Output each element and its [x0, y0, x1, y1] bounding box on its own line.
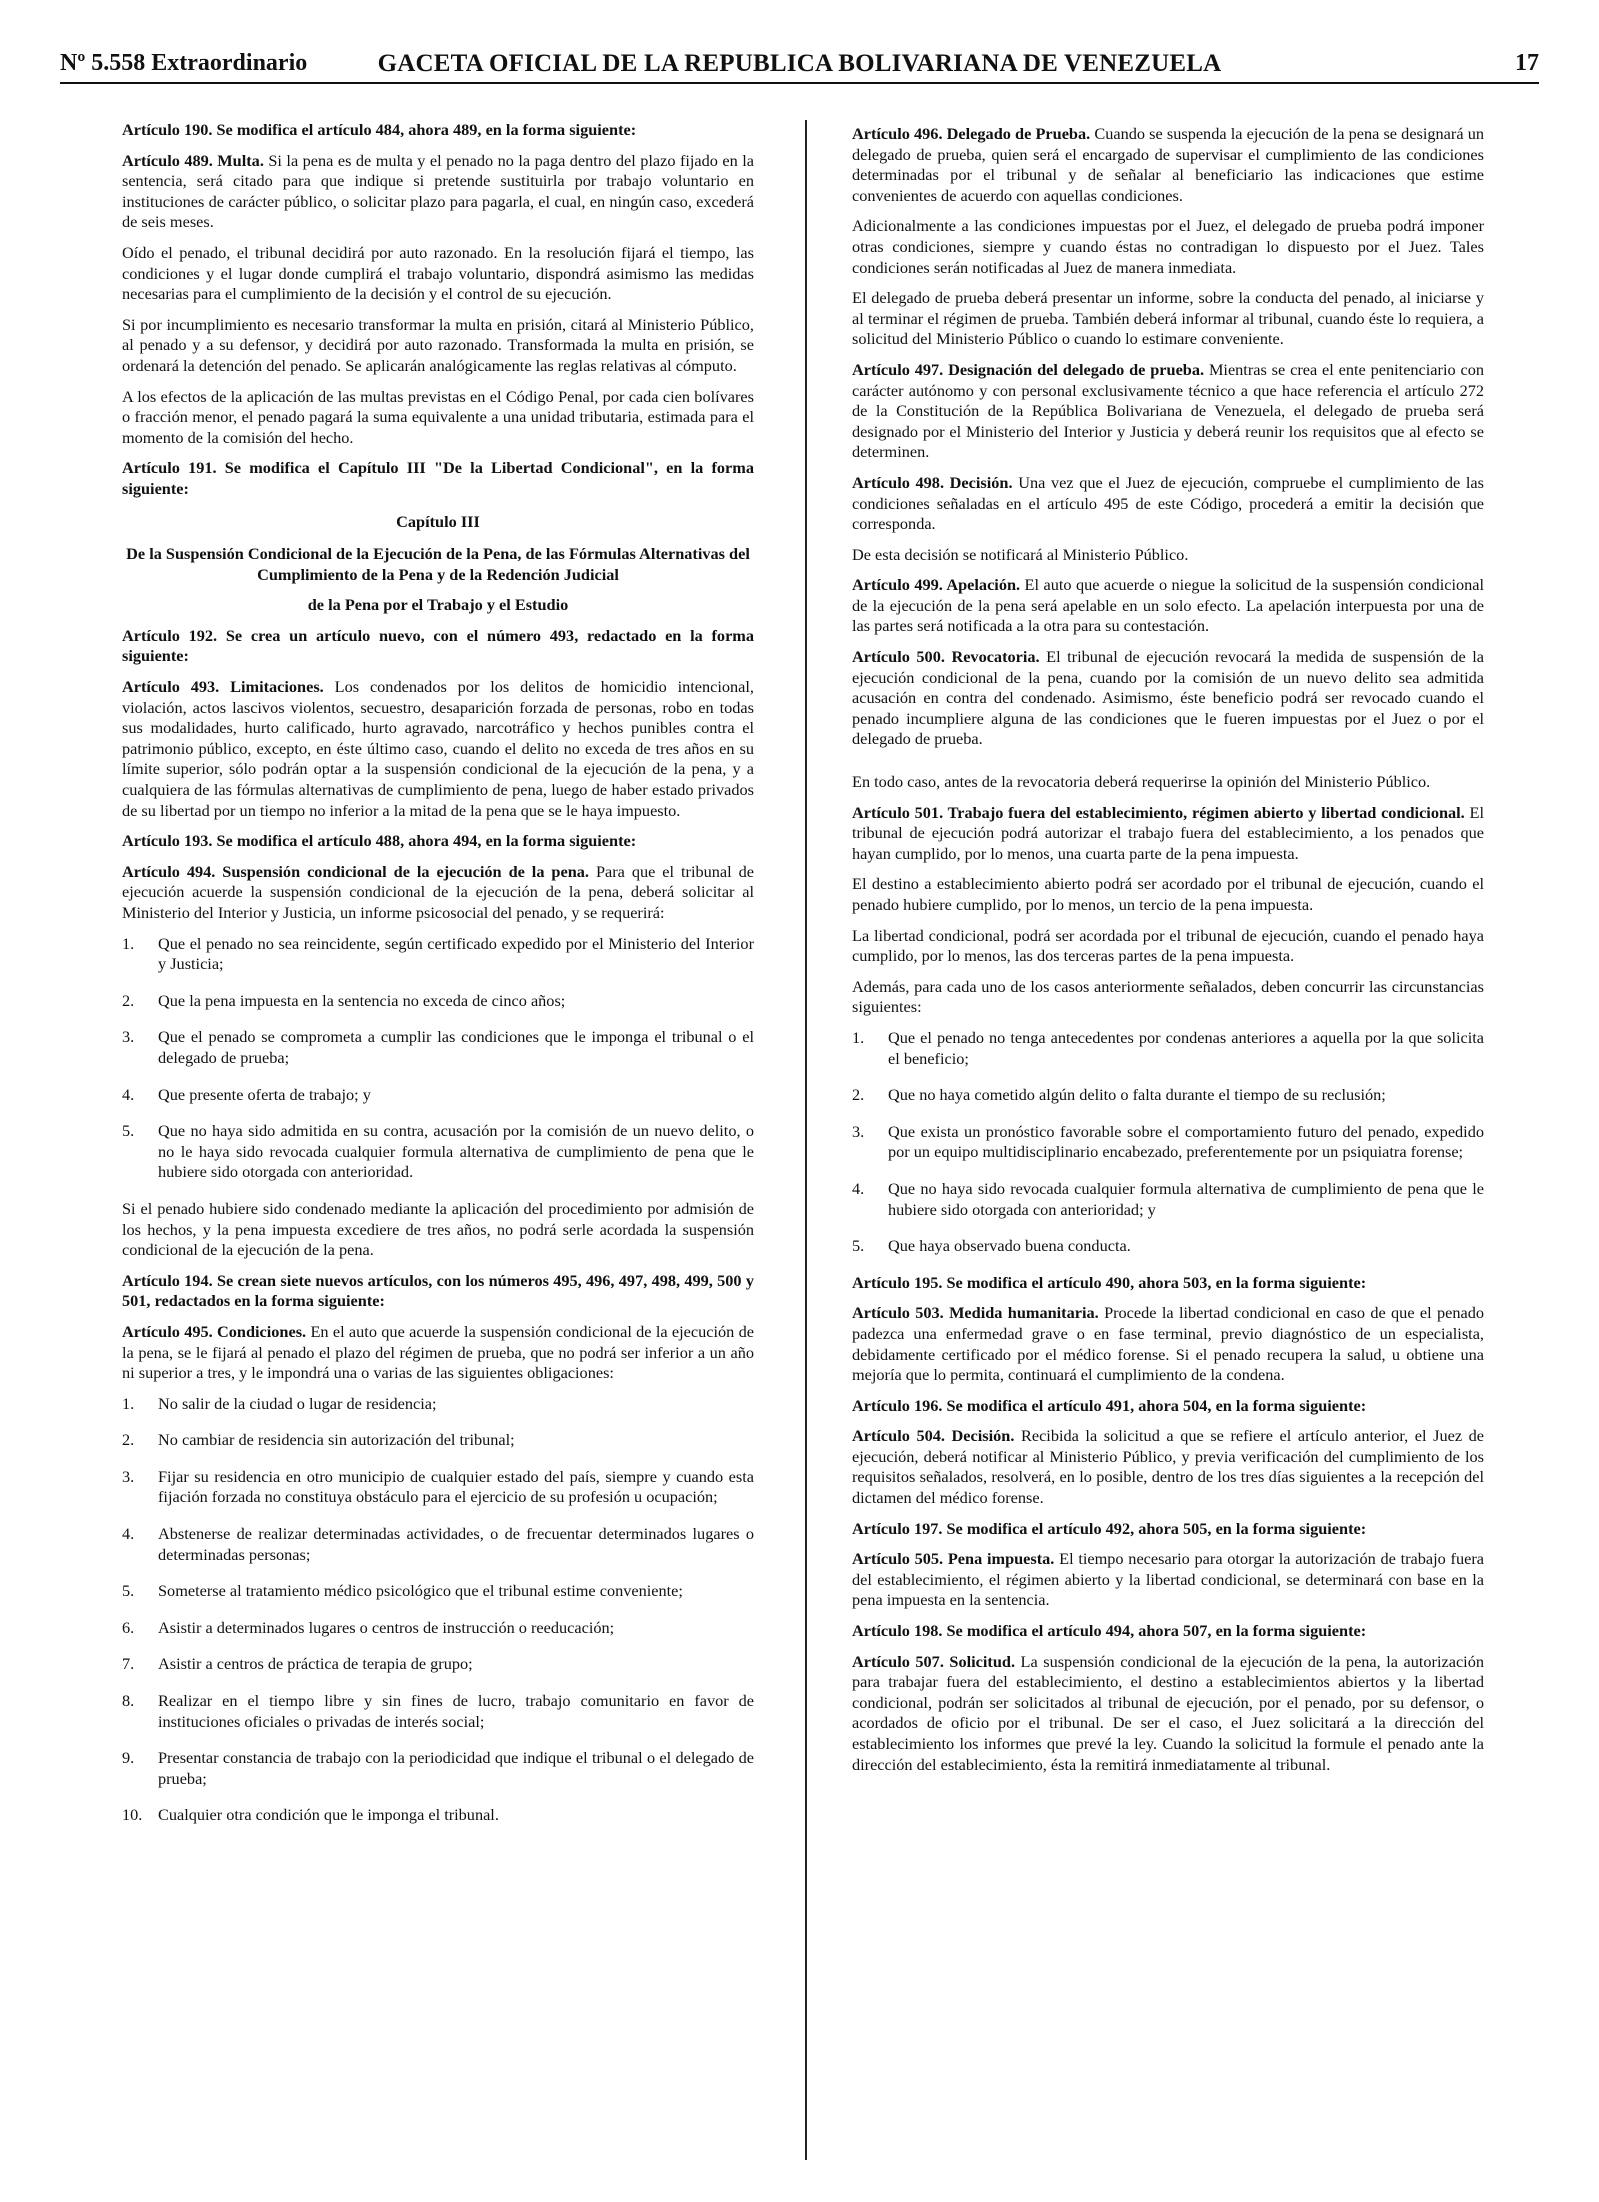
art-489-p2: Oído el penado, el tribunal decidirá por auto razonado. En la resolución fijará el tiempo, las condiciones y el lugar donde cumplirá el trabajo voluntario, dispondrá asimismo las medidas necesarias para el cumplimiento de la decisión y el control de su ejecución. — [122, 242, 754, 304]
list-item: 9. Presentar constancia de trabajo con la periodicidad que indique el tribunal o el delegado de prueba; — [122, 1748, 754, 1788]
art-498: Artículo 498. Decisión. Una vez que el Juez de ejecución, compruebe el cumplimiento de las condiciones señaladas en el artículo 495 de este Código, procederá a emitir la decisión que corresponda. — [852, 472, 1484, 534]
right-column — [852, 124, 1484, 1785]
amend-197: Artículo 197. Se modifica el artículo 492, ahora 505, en la forma siguiente: — [852, 1518, 1367, 1538]
list-item: 10. Cualquier otra condición que le imponga el tribunal. — [122, 1805, 499, 1825]
art-501-p4: Además, para cada uno de los casos anteriormente señalados, deben concurrir las circunstancias siguientes: — [852, 976, 1484, 1017]
amend-195: Artículo 195. Se modifica el artículo 490, ahora 503, en la forma siguiente: — [852, 1272, 1367, 1292]
list-item: 1. Que el penado no tenga antecedentes por condenas anteriores a aquella por la que solicita el beneficio; — [852, 1027, 1484, 1068]
amend-196: Artículo 196. Se modifica el artículo 491, ahora 504, en la forma siguiente: — [852, 1395, 1367, 1415]
list-item: 6. Asistir a determinados lugares o centros de instrucción o reeducación; — [122, 1617, 615, 1637]
list-item: 3. Que el penado se comprometa a cumplir las condiciones que le imponga el tribunal o el delegado de prueba; — [122, 1027, 754, 1067]
art-489-p4: A los efectos de la aplicación de las multas previstas en el Código Penal, por cada cien bolívares o fracción menor, el penado pagará la suma equivalente a una unidad tributaria, estimada para el momento de la comisión del hecho. — [122, 386, 754, 447]
list-item: 4. Abstenerse de realizar determinadas actividades, o de frecuentar determinados lugares o determinadas personas; — [122, 1524, 754, 1564]
art-495: Artículo 495. Condiciones. En el auto que acuerde la suspensión condicional de la ejecución de la pena, se le fijará al penado el plazo del régimen de prueba, que no podrá ser inferior a un año ni superior a tres, y le impondrá una o varias de las siguientes obligaciones: — [122, 1321, 754, 1383]
header-rule — [60, 82, 1539, 84]
amend-194: Artículo 194. Se crean siete nuevos artículos, con los números 495, 496, 497, 498, 499, 500 y 501, redactados en la forma siguiente: — [122, 1270, 754, 1311]
art-501-p3: La libertad condicional, podrá ser acordada por el tribunal de ejecución, cuando el penado haya cumplido, por lo menos, las dos terceras partes de la pena impuesta. — [852, 925, 1484, 966]
art-496: Artículo 496. Delegado de Prueba. Cuando se suspenda la ejecución de la pena se designará un delegado de prueba, quien será el encargado de supervisar el cumplimiento de las condiciones determinadas por el tribunal y de señalar al beneficiario las indicaciones que estime convenientes de acuerdo con aquellas condiciones. — [852, 124, 1484, 205]
edition-number: Nº 5.558 Extraordinario — [60, 50, 308, 76]
list-item: 4. Que no haya sido revocada cualquier formula alternativa de cumplimiento de pena que le hubiere sido otorgada con anterioridad; y — [852, 1178, 1484, 1219]
art-494: Artículo 494. Suspensión condicional de la ejecución de la pena. Para que el tribunal de ejecución acuerde la suspensión condicional de la ejecución de la pena, deberá solicitar al Ministerio del Interior y Justicia, un informe psicosocial del penado, y se requerirá: — [122, 861, 754, 922]
list-item: 2. Que no haya cometido algún delito o falta durante el tiempo de su reclusión; — [852, 1085, 1386, 1105]
list-item: 5. Someterse al tratamiento médico psicológico que el tribunal estime conveniente; — [122, 1581, 683, 1601]
list-item: 3. Fijar su residencia en otro municipio de cualquier estado del país, siempre y cuando esta fijación forzada no constituya obstáculo para el ejercicio de su profesión u ocupación; — [122, 1466, 754, 1507]
art-505: Artículo 505. Pena impuesta. El tiempo necesario para otorgar la autorización de trabajo fuera del establecimiento, el régimen abierto y la libertad condicional, se determinará con base en la pena impuesta en la sentencia. — [852, 1549, 1484, 1610]
art-499: Artículo 499. Apelación. El auto que acuerde o niegue la solicitud de la suspensión condicional de la ejecución de la pena será apelable en un solo efecto. La apelación interpuesta por una de las partes será notificada a la otra para su contestación. — [852, 575, 1484, 636]
amend-190: Artículo 190. Se modifica el artículo 484, ahora 489, en la forma siguiente: — [122, 120, 637, 139]
list-item: 5. Que no haya sido admitida en su contra, acusación por la comisión de un nuevo delito, o no le haya sido revocada cualquier formula alternativa de cumplimiento de pena que le hubiere sido otorgada con anterioridad. — [122, 1121, 754, 1182]
left-column — [122, 120, 754, 1842]
art-493: Artículo 493. Limitaciones. Los condenados por los delitos de homicidio intencional, violación, actos lascivos violentos, secuestro, desaparición forzada de personas, robo en todas sus modalidades, hurto calificado, hurto agravado, narcotráfico y hechos punibles contra el patrimonio público, excepto, en éste último caso, cuando el delito no exceda de tres años en su límite superior, sólo podrán optar a la suspensión condicional de la ejecución de la pena, y a cualquiera de las fórmulas alternativas de cumplimiento de pena, luego de haber estado privados de su libertad por un tiempo no inferior a la mitad de la pena que se le haya impuesto. — [122, 677, 755, 820]
list-item: 1. No salir de la ciudad o lugar de residencia; — [122, 1393, 437, 1413]
art-494-closing: Si el penado hubiere sido condenado mediante la aplicación del procedimiento por admisión de los hechos, y la pena impuesta excediere de tres años, no podrá serle acordada la suspensión condicional de la ejecución de la pena. — [122, 1198, 754, 1260]
art-501: Artículo 501. Trabajo fuera del establecimiento, régimen abierto y libertad condicional. El tribunal de ejecución podrá autorizar el trabajo fuera del establecimiento, a los penados que hayan cumplido, por lo menos, una cuarta parte de la pena impuesta. — [852, 802, 1485, 863]
art-495-list — [122, 1394, 754, 1826]
art-498-p2: De esta decisión se notificará al Ministerio Público. — [852, 544, 1189, 564]
amend-191: Artículo 191. Se modifica el Capítulo III "De la Libertad Condicional", en la forma siguiente: — [122, 458, 754, 498]
art-489-p3: Si por incumplimiento es necesario transformar la multa en prisión, citará al Ministerio Público, al penado y a su defensor, y decidirá por auto razonado. Transformada la multa en prisión, se ordenará la detención del penado. Se aplicarán analógicamente las reglas relativas al cómputo. — [122, 314, 754, 375]
list-item: 1. Que el penado no sea reincidente, según certificado expedido por el Ministerio del Interior y Justicia; — [122, 933, 754, 974]
gazette-title: GACETA OFICIAL DE LA REPUBLICA BOLIVARIANA DE VENEZUELA — [377, 50, 1222, 77]
page-number: 17 — [1515, 50, 1539, 76]
art-496-p2: Adicionalmente a las condiciones impuestas por el Juez, el delegado de prueba podrá imponer otras condiciones, siempre y cuando éstas no contradigan lo dispuesto por el Juez. Tales condiciones serán notificadas al Juez de manera inmediata. — [852, 216, 1484, 277]
list-item: 7. Asistir a centros de práctica de terapia de grupo; — [122, 1654, 473, 1674]
art-489: Artículo 489. Multa. Si la pena es de multa y el penado no la paga dentro del plazo fijado en la sentencia, será citado para que indique si pretende sustituirla por trabajo voluntario en instituciones de carácter público, o solicitar plazo para pagarla, el cual, en ningún caso, excederá de seis meses. — [122, 150, 754, 232]
list-item: 5. Que haya observado buena conducta. — [852, 1236, 1131, 1256]
art-501-p2: El destino a establecimiento abierto podrá ser acordado por el tribunal de ejecución, cuando el penado hubiere cumplido, por lo menos, un tercio de la pena impuesta. — [852, 874, 1484, 914]
art-494-list — [122, 934, 754, 1183]
page-header — [60, 50, 1539, 90]
art-504: Artículo 504. Decisión. Recibida la solicitud a que se refiere el artículo anterior, el Juez de ejecución, deberá notificar al Ministerio Público, y previa verificación del cumplimiento de los requisitos señalados, resolverá, en lo posible, dentro de los tres días siguientes a la recepción del dictamen del médico forense. — [852, 1426, 1484, 1508]
chapter-title: Capítulo III — [396, 511, 480, 531]
art-497: Artículo 497. Designación del delegado de prueba. Mientras se crea el ente penitenciario con carácter autónomo y con personal exclusivamente técnico a que hace referencia el artículo 272 de la Constitución de la República Bolivariana de Venezuela, el delegado de prueba será designado por el Ministerio del Interior y Justicia y deberá reunir los requisitos que al efecto se determinen. — [852, 359, 1484, 462]
amend-193: Artículo 193. Se modifica el artículo 488, ahora 494, en la forma siguiente: — [122, 831, 637, 851]
art-500-p2: En todo caso, antes de la revocatoria deberá requerirse la opinión del Ministerio Público. — [852, 772, 1431, 792]
amend-192: Artículo 192. Se crea un artículo nuevo, con el número 493, redactado en la forma siguiente: — [122, 625, 754, 666]
list-item: 2. No cambiar de residencia sin autorización del tribunal; — [122, 1430, 515, 1450]
art-507: Artículo 507. Solicitud. La suspensión condicional de la ejecución de la pena, la autorización para trabajar fuera del establecimiento, el destino a establecimientos abiertos y la libertad condicional, podrán ser solicitados al tribunal de ejecución, por el penado, por su defensor, o acordados de oficio por el tribunal. De ser el caso, el Juez solicitará a la dirección del establecimiento los informes que prevé la ley. Cuando la solicitud la formule el penado ante la dirección del establecimiento, ésta la remitirá inmediatamente al tribunal. — [852, 1651, 1484, 1774]
list-item: 2. Que la pena impuesta en la sentencia no exceda de cinco años; — [122, 990, 566, 1010]
art-503: Artículo 503. Medida humanitaria. Procede la libertad condicional en caso de que el penado padezca una enfermedad grave o en fase terminal, previo diagnóstico de un especialista, debidamente certificado por el médico forense. Si el penado recupera la salud, u obtiene una mejoría que lo permita, continuará el cumplimiento de la condena. — [852, 1303, 1485, 1385]
chapter-subtitle: De la Suspensión Condicional de la Ejecución de la Pena, de las Fórmulas Alternativas del Cumplimiento de la Pena y de la Redención Judicial — [126, 544, 750, 584]
list-item: 8. Realizar en el tiempo libre y sin fines de lucro, trabajo comunitario en favor de instituciones oficiales o privadas de interés social; — [122, 1691, 754, 1731]
amend-198: Artículo 198. Se modifica el artículo 494, ahora 507, en la forma siguiente: — [852, 1621, 1367, 1641]
art-496-p3: El delegado de prueba deberá presentar un informe, sobre la conducta del penado, al iniciarse y al terminar el régimen de prueba. También deberá informar al tribunal, cuando éste lo requiera, a solicitud del Ministerio Público o cuando lo estimare conveniente. — [852, 288, 1484, 349]
chapter-subtitle-2: de la Pena por el Trabajo y el Estudio — [307, 595, 569, 615]
art-500: Artículo 500. Revocatoria. El tribunal de ejecución revocará la medida de suspensión de la ejecución condicional de la pena, cuando por la comisión de un nuevo delito sea admitida acusación en contra del condenado. Asimismo, éste beneficio podrá ser revocado cuando el penado incumpliere alguna de las condiciones que le fueren impuestas por el Juez o por el delegado de prueba. — [852, 647, 1484, 749]
list-item: 3. Que exista un pronóstico favorable sobre el comportamiento futuro del penado, expedido por un equipo multidisciplinario encabezado, preferentemente por un psiquiatra forense; — [852, 1121, 1484, 1162]
list-item: 4. Que presente oferta de trabajo; y — [122, 1084, 371, 1104]
column-divider — [805, 120, 807, 2160]
art-501-list — [852, 1028, 1484, 1257]
